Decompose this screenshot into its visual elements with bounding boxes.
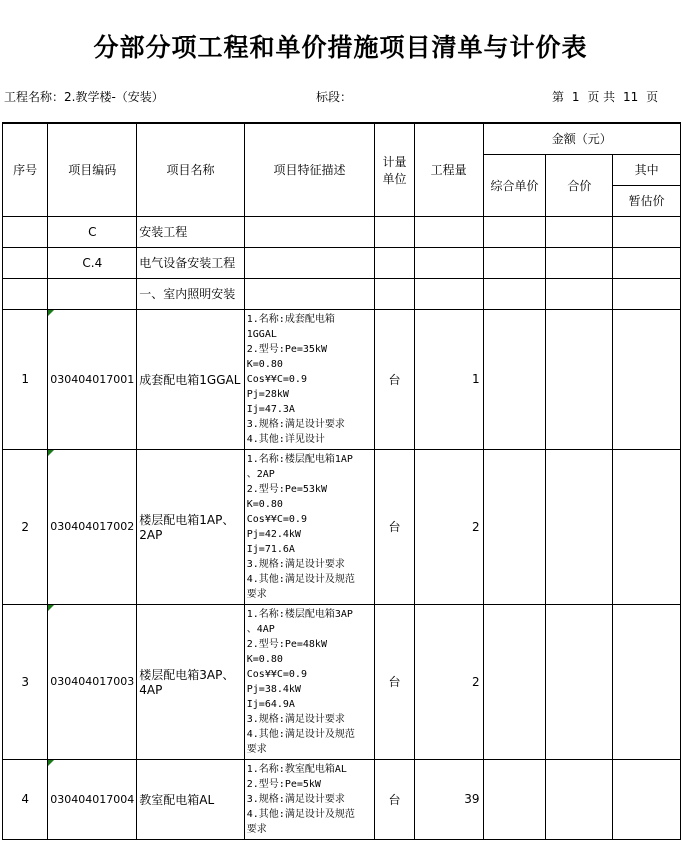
desc-line: Ij=71.6A [246, 543, 295, 555]
section-seq-cell [3, 278, 48, 309]
desc-line: 、2AP [246, 468, 275, 480]
section-seq-cell [3, 216, 48, 247]
col-amount-header: 金额（元） [483, 123, 680, 154]
desc-line: 2.型号:Pe=35kW [246, 343, 327, 355]
row-desc [244, 604, 375, 759]
row-qty: 39 [414, 759, 483, 839]
desc-line: 2.型号:Pe=5kW [246, 778, 321, 790]
section-name: 电气设备安装工程 [137, 247, 244, 278]
col-qty-header: 工程量 [414, 123, 483, 216]
empty-cell [244, 216, 375, 247]
section-name: 安装工程 [137, 216, 244, 247]
desc-line: Cos¥¥C=0.9 [246, 668, 307, 680]
comment-marker-icon [48, 450, 54, 456]
col-total-header: 合价 [546, 154, 613, 216]
desc-line: Pj=38.4kW [246, 683, 301, 695]
empty-cell [613, 278, 681, 309]
empty-cell [546, 309, 613, 449]
desc-line: Pj=28kW [246, 388, 289, 400]
empty-cell [613, 759, 681, 839]
table-row [3, 449, 681, 604]
col-seq-header: 序号 [3, 123, 48, 216]
row-name: 教室配电箱AL [137, 759, 244, 839]
desc-line: 3.规格:满足设计要求 [246, 793, 345, 805]
desc-line: 4.其他:满足设计及规范 [246, 808, 355, 820]
row-code-cell [48, 449, 137, 604]
col-of-which-header: 其中 [613, 154, 681, 185]
row-code: 030404017002 [50, 520, 135, 533]
desc-line: 4.其他:详见设计 [246, 433, 325, 445]
page-prefix: 第 [552, 90, 565, 104]
empty-cell [244, 278, 375, 309]
desc-line: 1.名称:教室配电箱AL [246, 763, 347, 775]
row-qty: 1 [414, 309, 483, 449]
empty-cell [375, 278, 414, 309]
row-code-cell [48, 759, 137, 839]
empty-cell [546, 759, 613, 839]
section-row [3, 216, 681, 247]
empty-cell [546, 449, 613, 604]
empty-cell [546, 247, 613, 278]
section-row [3, 247, 681, 278]
desc-line: 1.名称:楼层配电箱3AP [246, 608, 353, 620]
empty-cell [483, 278, 546, 309]
desc-line: Cos¥¥C=0.9 [246, 513, 307, 525]
empty-cell [483, 309, 546, 449]
row-qty: 2 [414, 604, 483, 759]
page-total: 11 [622, 90, 639, 104]
empty-cell [613, 216, 681, 247]
desc-line: 要求 [246, 743, 267, 755]
section-row [3, 278, 681, 309]
project-name: 工程名称：2.教学楼-（安装） [4, 90, 164, 104]
row-seq: 2 [3, 449, 48, 604]
col-unit-header [375, 123, 414, 216]
row-unit: 台 [375, 604, 414, 759]
row-desc [244, 309, 375, 449]
desc-line: 4.其他:满足设计及规范 [246, 728, 355, 740]
empty-cell [483, 216, 546, 247]
desc-line: 要求 [246, 823, 267, 835]
row-qty: 2 [414, 449, 483, 604]
empty-cell [375, 216, 414, 247]
section-code: C.4 [48, 247, 137, 278]
desc-line: K=0.80 [246, 653, 283, 665]
empty-cell [546, 278, 613, 309]
row-code: 030404017001 [50, 372, 135, 386]
desc-line: 、4AP [246, 623, 275, 635]
col-unit-line2: 单位 [382, 171, 407, 186]
desc-line: 2.型号:Pe=48kW [246, 638, 327, 650]
desc-line: 3.规格:满足设计要求 [246, 558, 345, 570]
desc-line: Cos¥¥C=0.9 [246, 373, 307, 385]
col-desc-header: 项目特征描述 [244, 123, 375, 216]
page-mid: 页 共 [587, 90, 616, 104]
page-current: 1 [571, 90, 580, 104]
section-code [48, 278, 137, 309]
row-code-cell [48, 309, 137, 449]
empty-cell [483, 247, 546, 278]
row-code-cell [48, 604, 137, 759]
desc-line: K=0.80 [246, 498, 283, 510]
empty-cell [613, 247, 681, 278]
empty-cell [375, 247, 414, 278]
section-name: 一、室内照明安装 [137, 278, 244, 309]
desc-line: 要求 [246, 588, 267, 600]
empty-cell [546, 604, 613, 759]
desc-line: Pj=42.4kW [246, 528, 301, 540]
desc-line: 1.名称:楼层配电箱1AP [246, 453, 353, 465]
comment-marker-icon [48, 760, 54, 766]
desc-line: 4.其他:满足设计及规范 [246, 573, 355, 585]
row-desc [244, 449, 375, 604]
page-title: 分部分项工程和单价措施项目清单与计价表 [93, 33, 588, 62]
col-unit-line1: 计量 [382, 154, 407, 169]
section-code: C [48, 216, 137, 247]
desc-line: 3.规格:满足设计要求 [246, 713, 345, 725]
row-unit: 台 [375, 449, 414, 604]
row-code: 030404017004 [50, 792, 135, 806]
empty-cell [414, 216, 483, 247]
col-name-header: 项目名称 [137, 123, 244, 216]
desc-line: 1GGAL [246, 328, 277, 340]
row-unit: 台 [375, 309, 414, 449]
empty-cell [613, 449, 681, 604]
desc-line: Ij=47.3A [246, 403, 295, 415]
row-desc [244, 759, 375, 839]
page-indicator [550, 88, 660, 105]
desc-line: 2.型号:Pe=53kW [246, 483, 327, 495]
row-name: 楼层配电箱1AP、2AP [137, 449, 244, 604]
empty-cell [483, 604, 546, 759]
row-code: 030404017003 [50, 675, 135, 688]
empty-cell [414, 247, 483, 278]
col-code-header: 项目编码 [48, 123, 137, 216]
empty-cell [613, 604, 681, 759]
comment-marker-icon [48, 310, 54, 316]
desc-line: Ij=64.9A [246, 698, 295, 710]
empty-cell [414, 278, 483, 309]
page-suffix: 页 [646, 90, 659, 104]
desc-line: 3.规格:满足设计要求 [246, 418, 345, 430]
empty-cell [613, 309, 681, 449]
row-name: 楼层配电箱3AP、4AP [137, 604, 244, 759]
table-row [3, 759, 681, 839]
desc-line: 1.名称:成套配电箱 [246, 313, 335, 325]
row-seq: 3 [3, 604, 48, 759]
col-unit-price-header: 综合单价 [483, 154, 546, 216]
section-label: 标段： [316, 90, 353, 104]
row-name: 成套配电箱1GGAL [137, 309, 244, 449]
section-seq-cell [3, 247, 48, 278]
table-row [3, 309, 681, 449]
row-seq: 4 [3, 759, 48, 839]
empty-cell [483, 759, 546, 839]
empty-cell [244, 247, 375, 278]
table-row [3, 604, 681, 759]
empty-cell [483, 449, 546, 604]
empty-cell [546, 216, 613, 247]
desc-line: K=0.80 [246, 358, 283, 370]
row-seq: 1 [3, 309, 48, 449]
row-unit: 台 [375, 759, 414, 839]
bill-of-quantities-table [2, 122, 681, 840]
col-provisional-header: 暂估价 [613, 185, 681, 216]
comment-marker-icon [48, 605, 54, 611]
